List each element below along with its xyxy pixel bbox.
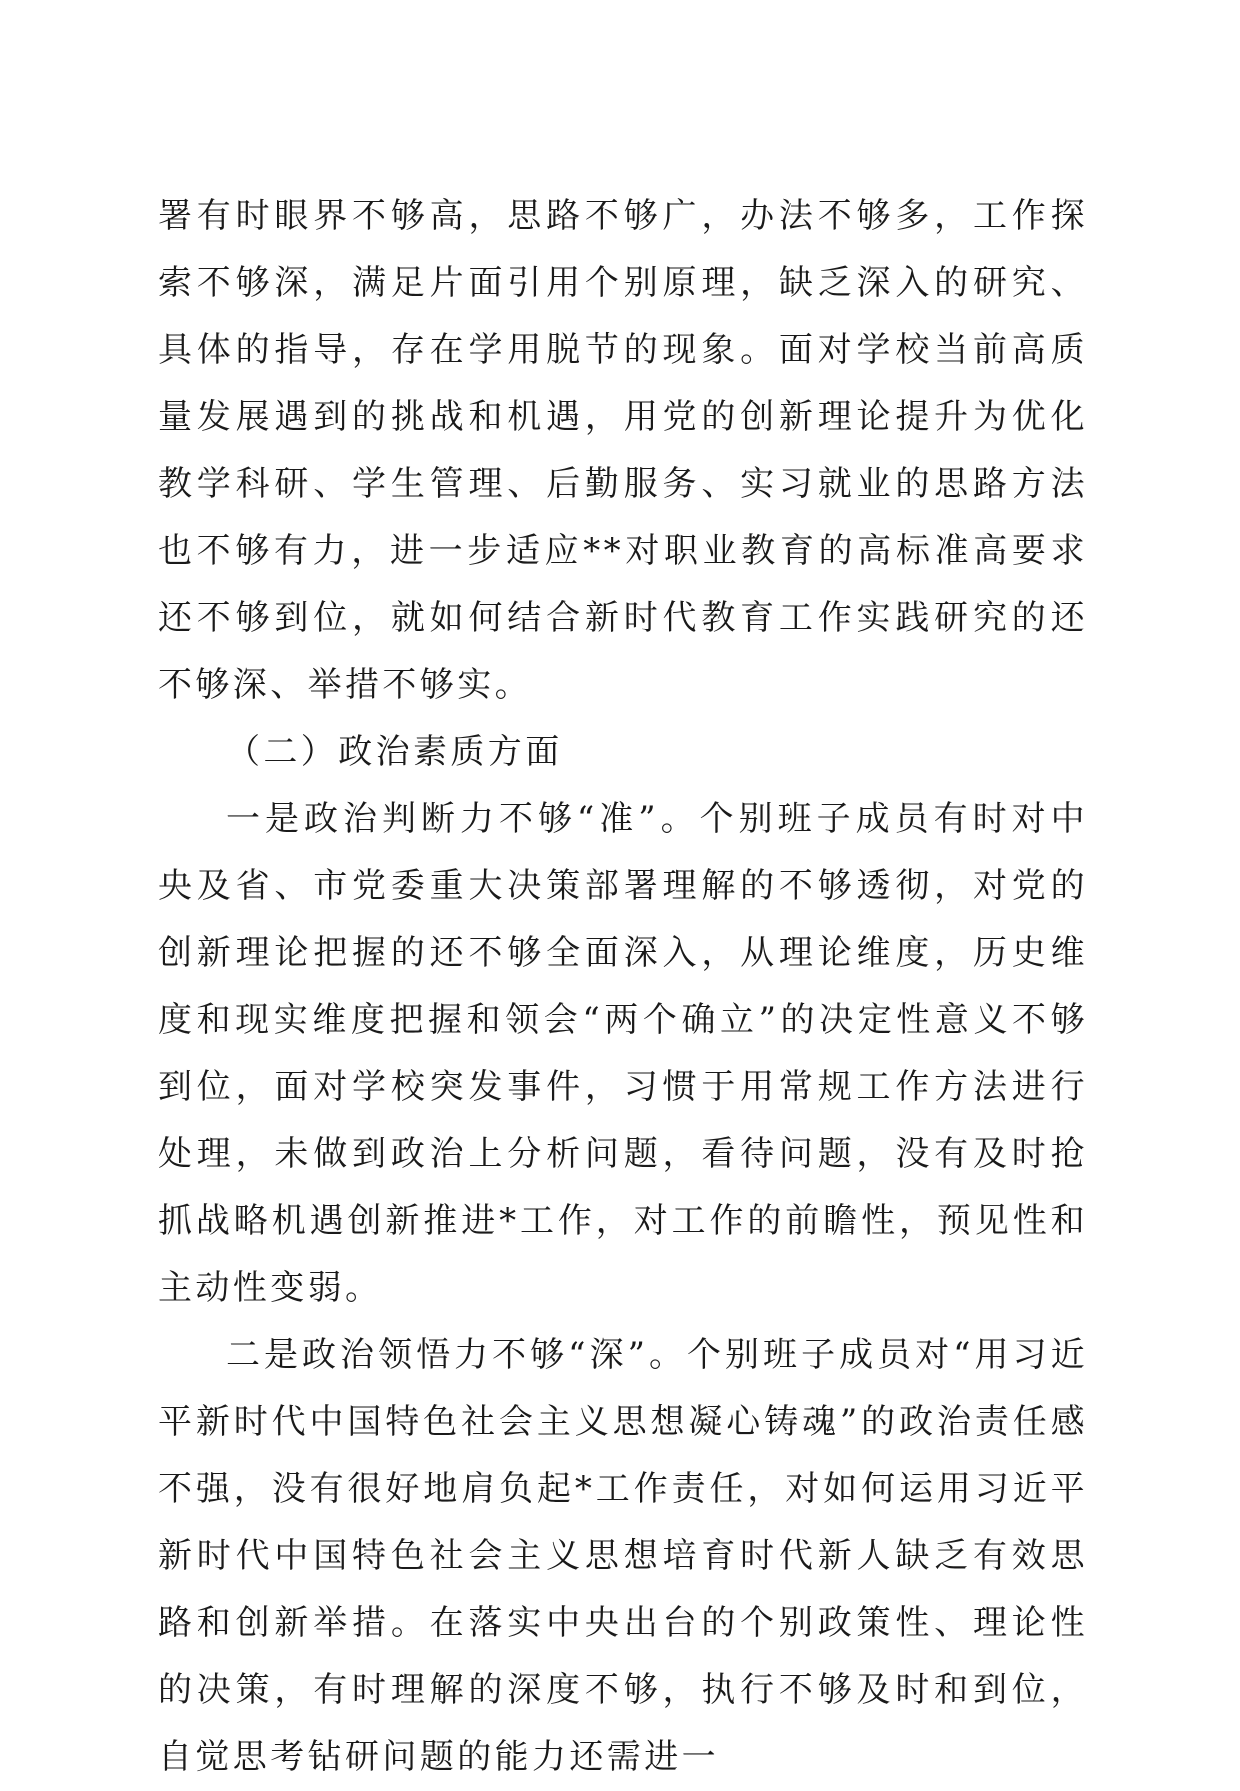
paragraph-political-judgment: 一是政治判断力不够“准”。个别班子成员有时对中央及省、市党委重大决策部署理解的不够透彻，对党的创新理论把握的还不够全面深入，从理论维度，历史维度和现实维度把握和领会“两个确立”的决定性意义不够到位，面对学校突发事件，习惯于用常规工作方法进行处理，未做到政治上分析问题，看待问题，没有及时抢抓战略机遇创新推进*工作，对工作的前瞻性，预见性和主动性变弱。 [158, 799, 1088, 1308]
section-heading: （二）政治素质方面 [226, 732, 563, 772]
document-body [158, 183, 1088, 1791]
paragraph-political-comprehension: 二是政治领悟力不够“深”。个别班子成员对“用习近平新时代中国特色社会主义思想凝心铸魂”的政治责任感不强，没有很好地肩负起*工作责任，对如何运用习近平新时代中国特色社会主义思想培育时代新人缺乏有效思路和创新举措。在落实中央出台的个别政策性、理论性的决策，有时理解的深度不够，执行不够及时和到位，自觉思考钻研问题的能力还需进一 [158, 1335, 1088, 1777]
paragraph-continued: 署有时眼界不够高，思路不够广，办法不够多，工作探索不够深，满足片面引用个别原理，缺乏深入的研究、具体的指导，存在学用脱节的现象。面对学校当前高质量发展遇到的挑战和机遇，用党的创新理论提升为优化教学科研、学生管理、后勤服务、实习就业的思路方法也不够有力，进一步适应**对职业教育的高标准高要求还不够到位，就如何结合新时代教育工作实践研究的还不够深、举措不够实。 [158, 196, 1088, 705]
